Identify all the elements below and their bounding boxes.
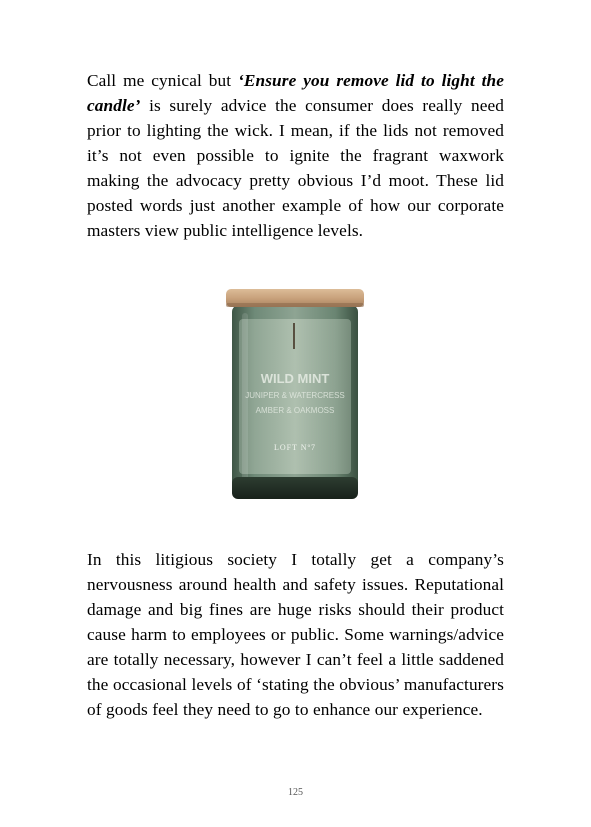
paragraph-rest: is surely advice the consumer does really need prior to lighting the wick. I mean, if the lids not removed it’s not even possible to ignite the fragrant waxwork making the advocacy pretty obvious I’d moot. These lid posted words just another example of how our corporate masters view public intelligence levels. bbox=[87, 96, 504, 240]
candle-jar-photo bbox=[222, 285, 368, 505]
page-number: 125 bbox=[288, 787, 303, 798]
paragraph-intro: Call me cynical but bbox=[87, 71, 239, 90]
lid-edge bbox=[226, 303, 364, 307]
label-line-1: WILD MINT bbox=[260, 371, 330, 386]
label-line-3: AMBER & OAKMOSS bbox=[255, 406, 335, 415]
paragraph-litigious-society: In this litigious society I totally get a company’s nervousness around health and safety issues. Reputational damage and big fines are huge risks should their product cause harm to employees or public. Some warnings/advice are totally necessary, however I can’t feel a little saddened the occasional levels of ‘stating the obvious’ manufacturers of goods feel they need to go to enhance our experience. bbox=[87, 550, 504, 719]
brand-label: LOFT Nº7 bbox=[273, 443, 317, 452]
candle-illustration bbox=[222, 285, 368, 505]
label-line-2: JUNIPER & WATERCRESS bbox=[245, 391, 345, 400]
paragraph-lid-advice bbox=[87, 68, 504, 243]
lid-warning-quote: ‘Ensure you remove lid to light the candle’ bbox=[87, 71, 504, 115]
jar-base bbox=[232, 477, 358, 499]
